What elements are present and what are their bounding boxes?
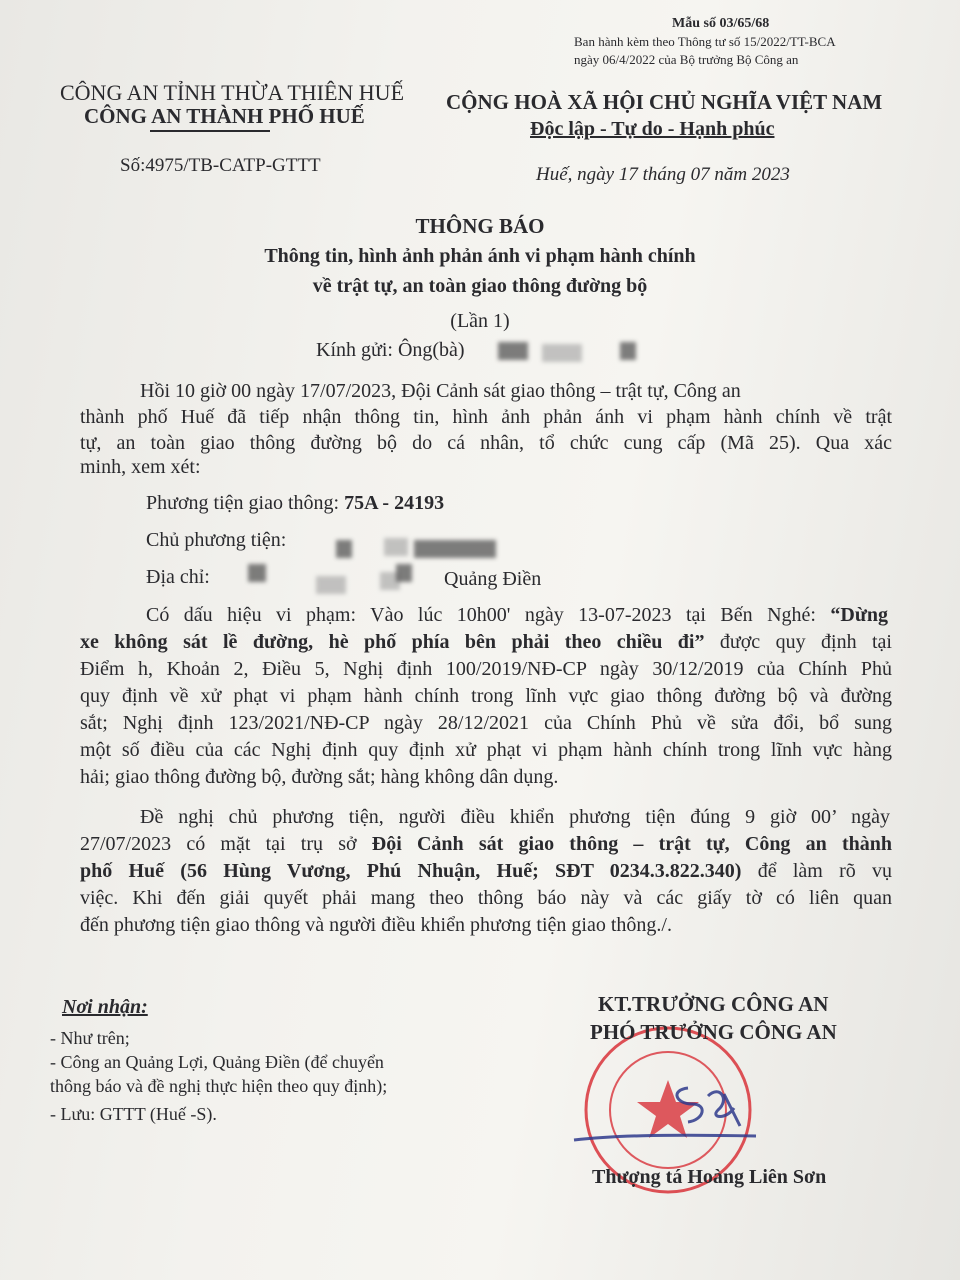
violation-line: hải; giao thông đường bộ, đường sắt; hàng không dân dụng. [80,766,559,788]
request-line: việc. Khi đến giải quyết phải mang theo thông báo này và các giấy tờ có liên quan [80,887,892,909]
redacted-owner [414,540,496,558]
vehicle-row [146,492,444,515]
body-line: minh, xem xét: [80,456,201,478]
recipient-item: - Công an Quảng Lợi, Quảng Điền (để chuyển [50,1052,384,1072]
national-heading: CỘNG HOÀ XÃ HỘI CHỦ NGHĨA VIỆT NAM [446,90,883,114]
signature-title: PHÓ TRƯỞNG CÔNG AN [590,1020,837,1044]
signer-name: Thượng tá Hoàng Liên Sơn [592,1166,827,1188]
national-motto: Độc lập - Tự do - Hạnh phúc [530,118,775,140]
body-line: thành phố Huế đã tiếp nhận thông tin, hình ảnh phản ánh vi phạm hành chính về trật [80,406,892,428]
document-title: THÔNG BÁO [415,214,545,238]
document-number: Số:4975/TB-CATP-GTTT [120,155,321,176]
form-reference-line: Ban hành kèm theo Thông tư số 15/2022/TT-BCA [574,34,836,49]
violation-line: sắt; Nghị định 123/2021/NĐ-CP ngày 28/12/2021 của Chính Phủ về sửa đổi, bổ sung [80,712,892,734]
address-label: Địa chỉ: [146,566,210,588]
recipient-item: thông báo và đề nghị thực hiện theo quy định); [50,1076,388,1096]
address-district: Quảng Điền [444,568,542,590]
addressee-label: Kính gửi: Ông(bà) [316,339,465,361]
redacted-name [620,342,636,360]
owner-label: Chủ phương tiện: [146,529,287,551]
vehicle-plate: 75A - 24193 [344,492,445,514]
issuing-org-name: CÔNG AN THÀNH PHỐ HUẾ [84,104,365,128]
form-number: Mẫu số 03/65/68 [672,16,770,31]
request-line: đến phương tiện giao thông và người điều khiển phương tiện giao thông./. [80,914,672,936]
document-subtitle: về trật tự, an toàn giao thông đường bộ [312,275,648,297]
recipient-item: - Lưu: GTTT (Huế -S). [50,1104,217,1124]
notice-round: (Lần 1) [450,310,510,332]
request-line: 27/07/2023 có mặt tại trụ sở Đội Cảnh sát giao thông – trật tự, Công an thành [80,833,892,855]
body-line: Hồi 10 giờ 00 ngày 17/07/2023, Đội Cảnh sát giao thông – trật tự, Công an [140,380,741,402]
recipient-item: - Như trên; [50,1028,130,1048]
redacted-owner [336,540,352,558]
redacted-address [316,576,346,594]
body-line: tự, an toàn giao thông đường bộ do cá nhân, tổ chức cung cấp (Mã 25). Qua xác [80,432,892,454]
issuing-org-parent: CÔNG AN TỈNH THỪA THIÊN HUẾ [60,80,405,105]
redacted-owner [384,538,408,556]
redacted-name [542,344,582,362]
signature-authority: KT.TRƯỞNG CÔNG AN [598,992,829,1016]
handwritten-signature [570,1070,760,1160]
request-line: phố Huế (56 Hùng Vương, Phú Nhuận, Huế; SĐT 0234.3.822.340) để làm rõ vụ [80,860,893,882]
violation-line: Có dấu hiệu vi phạm: Vào lúc 10h00' ngày 13-07-2023 tại Bến Nghé: “Dừng [146,604,888,626]
violation-line: quy định về xử phạt vi phạm hành chính trong lĩnh vực giao thông đường bộ và đường [80,685,892,707]
violation-line: một số điều của các Nghị định quy định xử phạt vi phạm hành chính trong lĩnh vực hàng [80,739,892,761]
vehicle-label: Phương tiện giao thông: [146,492,345,514]
violation-line: xe không sát lề đường, hè phố phía bên phải theo chiều đi” được quy định tại [80,631,892,653]
redacted-name [498,342,528,360]
recipients-title: Nơi nhận: [62,996,148,1018]
violation-line: Điểm h, Khoản 2, Điều 5, Nghị định 100/2019/NĐ-CP ngày 30/12/2019 của Chính Phủ [80,658,892,680]
redacted-address [248,564,266,582]
form-reference-line: ngày 06/4/2022 của Bộ trưởng Bộ Công an [574,52,799,67]
document-date: Huế, ngày 17 tháng 07 năm 2023 [536,164,790,185]
org-underline [150,130,270,132]
document-subtitle: Thông tin, hình ảnh phản ánh vi phạm hành chính [264,245,696,267]
request-line: Đề nghị chủ phương tiện, người điều khiển phương tiện đúng 9 giờ 00’ ngày [140,806,890,828]
redacted-address [396,564,412,582]
